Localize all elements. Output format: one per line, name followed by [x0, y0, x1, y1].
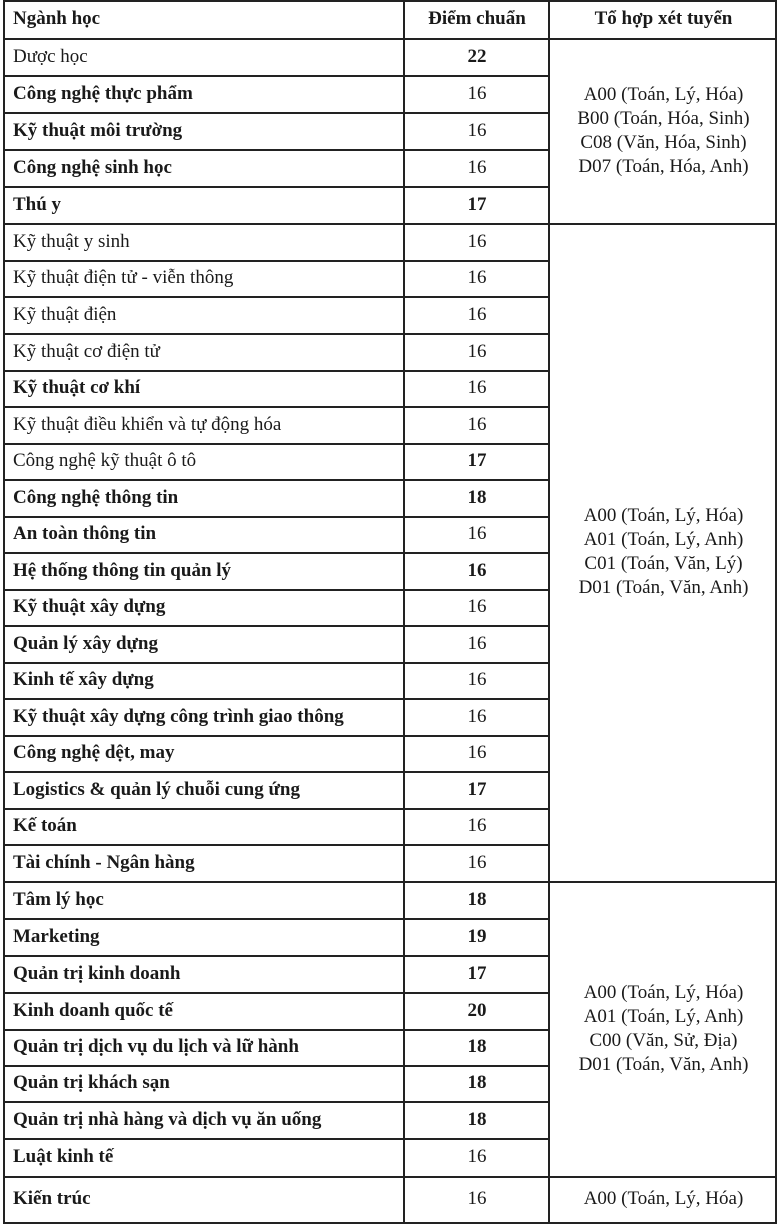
major-name: Kỹ thuật cơ điện tử [13, 340, 160, 362]
cutoff-score: 16 [467, 559, 487, 581]
row-divider [3, 186, 549, 188]
major-name: Hệ thống thông tin quản lý [13, 559, 232, 581]
cutoff-score: 18 [467, 486, 487, 508]
combo-line: C08 (Văn, Hóa, Sinh) [580, 131, 747, 153]
major-name: Kỹ thuật xây dựng công trình giao thông [13, 705, 344, 727]
row-divider [3, 223, 549, 225]
row-divider [3, 698, 549, 700]
major-name: Quản trị kinh doanh [13, 962, 181, 984]
column-divider [548, 0, 550, 1224]
cutoff-score: 16 [467, 815, 487, 836]
combo-line: C00 (Văn, Sử, Địa) [589, 1029, 738, 1051]
major-name: Quản trị khách sạn [13, 1072, 170, 1093]
cutoff-score: 16 [467, 523, 487, 544]
cutoff-score: 16 [467, 82, 487, 104]
row-divider [3, 881, 549, 883]
cutoff-score: 17 [467, 193, 487, 215]
cutoff-score: 16 [467, 413, 487, 435]
major-name: Marketing [13, 925, 100, 947]
row-divider [3, 552, 549, 554]
row-divider [3, 955, 549, 957]
combo-line: B00 (Toán, Hóa, Sinh) [577, 107, 750, 129]
row-divider [3, 918, 549, 920]
combo-group [550, 881, 777, 1176]
cutoff-score: 17 [467, 778, 487, 800]
row-divider [3, 1222, 777, 1224]
major-name: Luật kinh tế [13, 1146, 114, 1167]
row-divider [3, 662, 549, 664]
major-name: Quản trị nhà hàng và dịch vụ ăn uống [13, 1108, 322, 1130]
row-divider [3, 1101, 549, 1103]
cutoff-score: 17 [467, 450, 487, 471]
row-divider [3, 1065, 549, 1067]
row-divider [3, 260, 549, 262]
major-name: Quản lý xây dựng [13, 632, 158, 654]
major-name: Kỹ thuật cơ khí [13, 377, 141, 398]
row-divider [3, 771, 549, 773]
row-divider [548, 38, 777, 40]
major-name: Kỹ thuật môi trường [13, 119, 183, 141]
major-name: Kinh doanh quốc tế [13, 999, 173, 1021]
row-divider [3, 844, 549, 846]
column-divider [3, 0, 5, 1224]
cutoff-score: 16 [467, 596, 487, 617]
cutoff-score: 16 [467, 303, 487, 325]
major-name: Kỹ thuật điện tử - viễn thông [13, 267, 234, 288]
major-name: Công nghệ kỹ thuật ô tô [13, 450, 197, 471]
cutoff-score: 19 [467, 925, 487, 947]
row-divider [3, 333, 549, 335]
cutoff-score: 16 [467, 230, 487, 252]
combo-line: A00 (Toán, Lý, Hóa) [583, 83, 744, 105]
combo-line: D01 (Toán, Văn, Anh) [578, 577, 749, 598]
major-name: Kiến trúc [13, 1188, 91, 1209]
row-divider [3, 149, 549, 151]
row-divider [3, 0, 777, 2]
cutoff-score: 16 [467, 340, 487, 362]
row-divider [3, 992, 549, 994]
combo-line: D07 (Toán, Hóa, Anh) [578, 155, 749, 177]
cutoff-score: 18 [467, 1072, 487, 1093]
major-name: Kỹ thuật y sinh [13, 230, 130, 252]
row-divider [3, 625, 549, 627]
combo-group [550, 38, 777, 223]
combo-line: A00 (Toán, Lý, Hóa) [583, 981, 744, 1003]
cutoff-score: 16 [467, 742, 487, 763]
major-name: Công nghệ sinh học [13, 156, 172, 178]
cutoff-score: 18 [467, 888, 487, 910]
cutoff-score: 16 [467, 267, 487, 288]
major-name: An toàn thông tin [13, 523, 157, 544]
cutoff-score: 16 [467, 1146, 487, 1167]
major-name: Tâm lý học [13, 888, 104, 910]
row-divider [3, 1138, 549, 1140]
header-combo: Tổ hợp xét tuyển [594, 8, 733, 29]
major-name: Logistics & quản lý chuỗi cung ứng [13, 778, 300, 800]
row-divider [3, 735, 549, 737]
row-divider [3, 296, 549, 298]
major-name: Công nghệ thông tin [13, 486, 179, 508]
header-major: Ngành học [13, 8, 101, 29]
column-divider [775, 0, 777, 1224]
major-name: Quản trị dịch vụ du lịch và lữ hành [13, 1036, 299, 1057]
row-divider [3, 1029, 549, 1031]
combo-line: A01 (Toán, Lý, Anh) [583, 1005, 744, 1027]
combo-line: A01 (Toán, Lý, Anh) [583, 529, 744, 550]
row-divider [3, 75, 549, 77]
row-divider [3, 38, 549, 40]
row-divider [3, 808, 549, 810]
cutoff-score: 20 [467, 999, 487, 1021]
combo-group [550, 223, 777, 881]
row-divider [548, 881, 777, 883]
major-name: Kỹ thuật điều khiển và tự động hóa [13, 413, 282, 435]
major-name: Dược học [13, 45, 88, 67]
cutoff-score: 16 [467, 669, 487, 690]
cutoff-score: 16 [467, 119, 487, 141]
header-score: Điểm chuẩn [428, 8, 526, 29]
major-name: Kế toán [13, 815, 77, 836]
major-name: Kinh tế xây dựng [13, 669, 154, 690]
combo-line: A00 (Toán, Lý, Hóa) [583, 1188, 744, 1209]
admission-score-table [3, 0, 777, 1224]
row-divider [3, 112, 549, 114]
row-divider [3, 406, 549, 408]
combo-line: A00 (Toán, Lý, Hóa) [583, 505, 744, 526]
row-divider [548, 1176, 777, 1178]
cutoff-score: 16 [467, 377, 487, 398]
major-name: Kỹ thuật xây dựng [13, 596, 166, 617]
major-name: Tài chính - Ngân hàng [13, 851, 195, 873]
row-divider [3, 516, 549, 518]
column-divider [403, 0, 405, 1224]
row-divider [3, 370, 549, 372]
combo-group [550, 1176, 777, 1222]
row-divider [3, 589, 549, 591]
major-name: Công nghệ thực phẩm [13, 82, 193, 104]
cutoff-score: 22 [467, 45, 487, 67]
major-name: Thú y [13, 193, 62, 215]
cutoff-score: 16 [467, 632, 487, 654]
major-name: Công nghệ dệt, may [13, 742, 175, 763]
cutoff-score: 17 [467, 962, 487, 984]
row-divider [548, 223, 777, 225]
row-divider [3, 1176, 549, 1178]
major-name: Kỹ thuật điện [13, 303, 117, 325]
cutoff-score: 18 [467, 1036, 487, 1057]
row-divider [3, 479, 549, 481]
cutoff-score: 16 [467, 705, 487, 727]
cutoff-score: 16 [467, 1188, 487, 1209]
combo-line: C01 (Toán, Văn, Lý) [584, 553, 743, 574]
cutoff-score: 18 [467, 1108, 487, 1130]
cutoff-score: 16 [467, 851, 487, 873]
cutoff-score: 16 [467, 156, 487, 178]
combo-line: D01 (Toán, Văn, Anh) [578, 1053, 749, 1075]
row-divider [3, 443, 549, 445]
